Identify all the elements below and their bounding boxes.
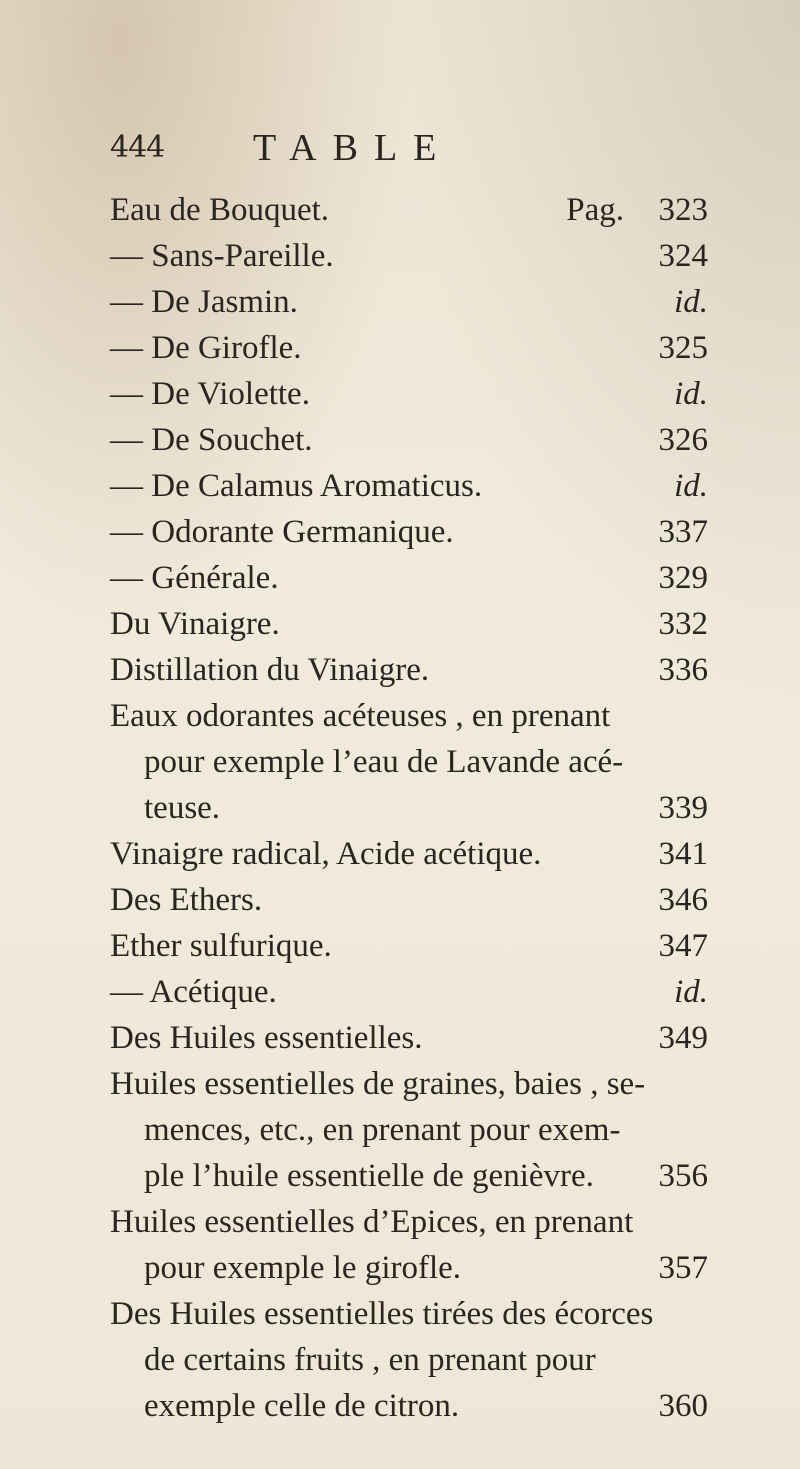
entry-title: mences, etc., en prenant pour exem- — [144, 1112, 621, 1148]
entry-title: Des Ethers. — [110, 882, 263, 918]
entry-title: Eaux odorantes acéteuses , en prenant — [110, 698, 611, 734]
toc-entry-continuation — [110, 1383, 708, 1429]
page-ref: 325 — [658, 330, 708, 366]
entry-title: de certains fruits , en prenant pour — [144, 1342, 596, 1378]
page-ref: 329 — [658, 560, 708, 596]
page-ref: 336 — [658, 652, 708, 688]
page-ref: id. — [674, 468, 708, 504]
entry-title: Distillation du Vinaigre. — [110, 652, 430, 688]
page-header — [110, 126, 710, 176]
entry-title: Huiles essentielles d’Epices, en prenant — [110, 1204, 634, 1240]
entry-title: ple l’huile essentielle de genièvre. — [144, 1158, 594, 1194]
entry-title: — Acétique. — [110, 974, 277, 1010]
entry-title: — Sans-Pareille. — [110, 238, 334, 274]
page-ref: 323 — [658, 192, 708, 228]
page-ref: 337 — [658, 514, 708, 550]
page-ref: 346 — [658, 882, 708, 918]
page-ref: 332 — [658, 606, 708, 642]
entry-title: Huiles essentielles de graines, baies , se- — [110, 1066, 646, 1102]
toc-entry — [110, 1199, 708, 1245]
toc-entry-continuation — [110, 1153, 708, 1199]
toc-entry — [110, 877, 708, 923]
toc-entry-continuation — [110, 1245, 708, 1291]
toc-entry — [110, 187, 708, 233]
page-ref: 324 — [658, 238, 708, 274]
toc-entry — [110, 371, 708, 417]
page-ref: 347 — [658, 928, 708, 964]
page-ref: id. — [674, 974, 708, 1010]
toc-entry — [110, 923, 708, 969]
toc-entry-continuation — [110, 739, 708, 785]
entry-title: — Générale. — [110, 560, 279, 596]
entry-title: Ether sulfurique. — [110, 928, 332, 964]
toc-entry — [110, 693, 708, 739]
entry-title: — De Girofle. — [110, 330, 302, 366]
entry-title: — Odorante Germanique. — [110, 514, 454, 550]
toc-entry — [110, 417, 708, 463]
entry-title: — De Jasmin. — [110, 284, 298, 320]
entry-title: — De Violette. — [110, 376, 310, 412]
entry-title: — De Souchet. — [110, 422, 313, 458]
toc-entry — [110, 555, 708, 601]
page-ref: 341 — [658, 836, 708, 872]
page-ref: id. — [674, 284, 708, 320]
page-ref: 356 — [658, 1158, 708, 1194]
toc-entry-continuation — [110, 785, 708, 831]
entry-title: pour exemple l’eau de Lavande acé- — [144, 744, 624, 780]
entry-title: teuse. — [144, 790, 221, 826]
toc-entry — [110, 831, 708, 877]
toc-entry — [110, 325, 708, 371]
page-ref: id. — [674, 376, 708, 412]
running-title: TABLE — [253, 127, 453, 169]
page-ref: 326 — [658, 422, 708, 458]
page-ref: 349 — [658, 1020, 708, 1056]
page-ref: 357 — [658, 1250, 708, 1286]
toc-entry — [110, 1061, 708, 1107]
page-number: 444 — [110, 130, 165, 165]
toc-entry — [110, 509, 708, 555]
entry-title: Du Vinaigre. — [110, 606, 280, 642]
entry-title: exemple celle de citron. — [144, 1388, 460, 1424]
entry-title: Des Huiles essentielles tirées des écorces — [110, 1296, 654, 1332]
entry-title: — De Calamus Aromaticus. — [110, 468, 483, 504]
entry-title: pour exemple le girofle. — [144, 1250, 462, 1286]
toc-entry — [110, 601, 708, 647]
toc-entry — [110, 279, 708, 325]
page-ref: 339 — [658, 790, 708, 826]
toc-entry — [110, 647, 708, 693]
table-of-contents — [110, 187, 708, 1429]
page-ref: 360 — [658, 1388, 708, 1424]
toc-entry — [110, 463, 708, 509]
toc-entry — [110, 969, 708, 1015]
entry-title: Des Huiles essentielles. — [110, 1020, 423, 1056]
toc-entry-continuation — [110, 1337, 708, 1383]
toc-entry — [110, 233, 708, 279]
toc-entry — [110, 1291, 708, 1337]
entry-title: Eau de Bouquet. — [110, 192, 330, 228]
toc-entry-continuation — [110, 1107, 708, 1153]
pag-label: Pag. — [566, 192, 624, 228]
toc-entry — [110, 1015, 708, 1061]
entry-title: Vinaigre radical, Acide acétique. — [110, 836, 542, 872]
